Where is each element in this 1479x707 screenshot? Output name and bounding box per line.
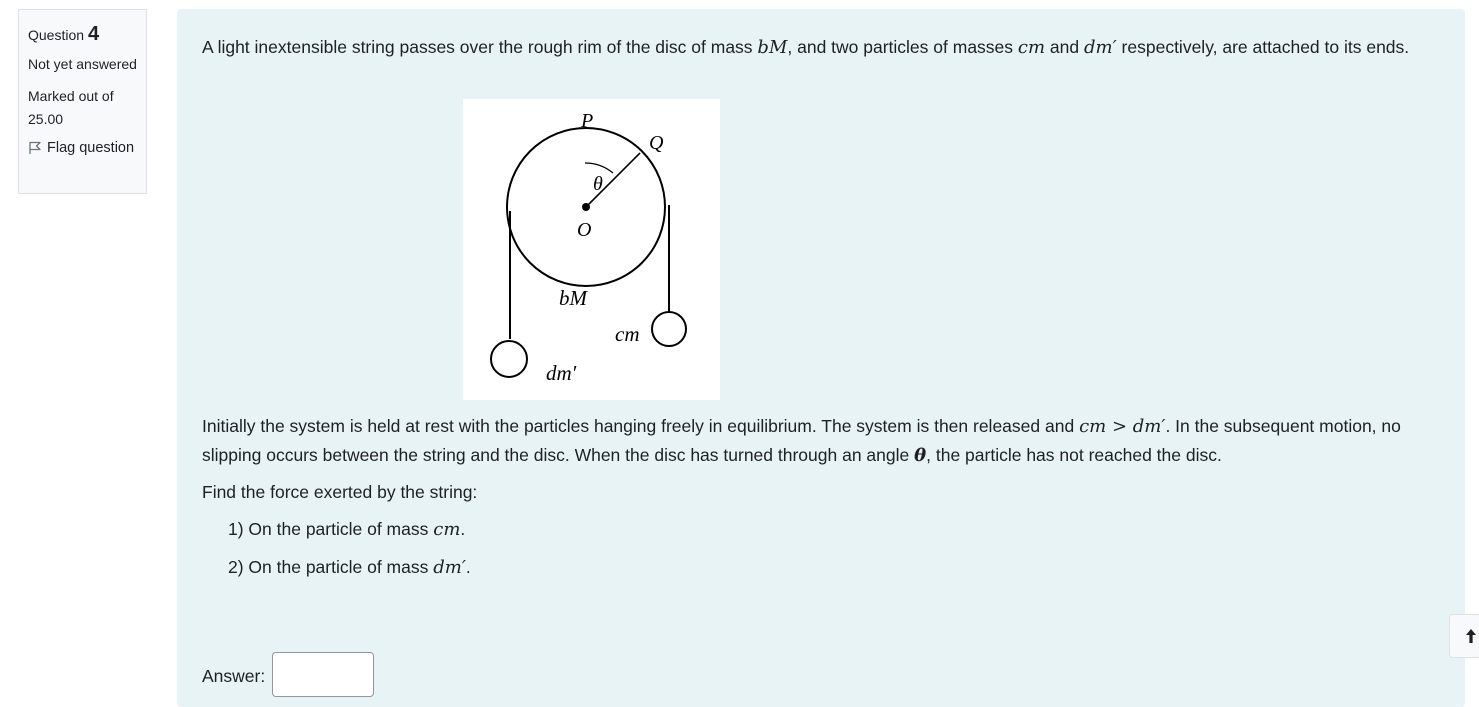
flag-outline-icon [28, 141, 42, 155]
left-particle [491, 341, 527, 377]
question-description-text [202, 412, 1447, 470]
math-mass-cm: cm [1017, 37, 1046, 58]
answer-input[interactable] [272, 652, 374, 697]
label-p: P [581, 110, 594, 132]
question-marks: Marked out of 25.00 [28, 88, 114, 127]
text-segment: 2) On the particle of mass [228, 557, 434, 577]
flag-question-label: Flag question [47, 140, 135, 156]
centre-point [582, 203, 590, 211]
question-info-panel [18, 9, 147, 194]
math-mass-dm: dm′ [1132, 416, 1166, 437]
answer-label: Answer: [202, 666, 266, 686]
question-content [177, 9, 1465, 707]
question-number [28, 20, 137, 49]
question-status: Not yet answered [28, 56, 137, 72]
question-prompt: Find the force exerted by the string: [202, 482, 478, 502]
text-segment: respectively, are attached to its ends. [1116, 37, 1410, 57]
flag-question-link[interactable] [28, 140, 137, 156]
text-segment: . In the subsequent motion, no slipping occurs between the string and the disc. When the disc has turned through an angle [202, 416, 1401, 465]
label-theta: θ [593, 173, 603, 195]
text-segment: , the particle has not reached the disc. [926, 445, 1222, 465]
text-segment: , and two particles of masses [787, 37, 1018, 57]
label-right-mass: cm [615, 322, 640, 346]
label-disc-mass: bM [559, 286, 587, 310]
math-greater-than: > [1106, 416, 1133, 437]
math-mass-cm: cm [1079, 416, 1107, 437]
math-mass-cm: cm [433, 519, 461, 540]
text-segment: A light inextensible string passes over the rough rim of the disc of mass [202, 37, 758, 57]
text-segment: and [1045, 37, 1084, 57]
math-disc-mass: bM [757, 37, 788, 58]
text-segment: . [465, 557, 471, 577]
label-q: Q [649, 132, 664, 154]
label-o: O [577, 219, 592, 241]
math-mass-dm: dm′ [433, 557, 466, 578]
sub-question-1 [228, 515, 1473, 544]
right-particle [652, 312, 686, 346]
arrow-up-icon [1465, 628, 1477, 644]
question-intro-text [202, 33, 1447, 62]
text-segment: . [460, 519, 466, 539]
scroll-to-top-button[interactable] [1449, 614, 1479, 658]
angle-arc [585, 163, 613, 173]
sub-question-2 [228, 553, 1473, 582]
label-left-mass: dm′ [546, 361, 577, 385]
question-word: Question [28, 27, 85, 43]
question-number-value: 4 [87, 23, 100, 45]
diagram-svg [463, 99, 720, 400]
text-segment: Initially the system is held at rest with the particles hanging freely in equilibrium. The system is then released and [202, 416, 1080, 436]
math-mass-dm: dm′ [1084, 37, 1117, 58]
text-segment: 1) On the particle of mass [228, 519, 434, 539]
disc-pulley-diagram [463, 99, 720, 400]
math-theta: θ [914, 445, 927, 466]
